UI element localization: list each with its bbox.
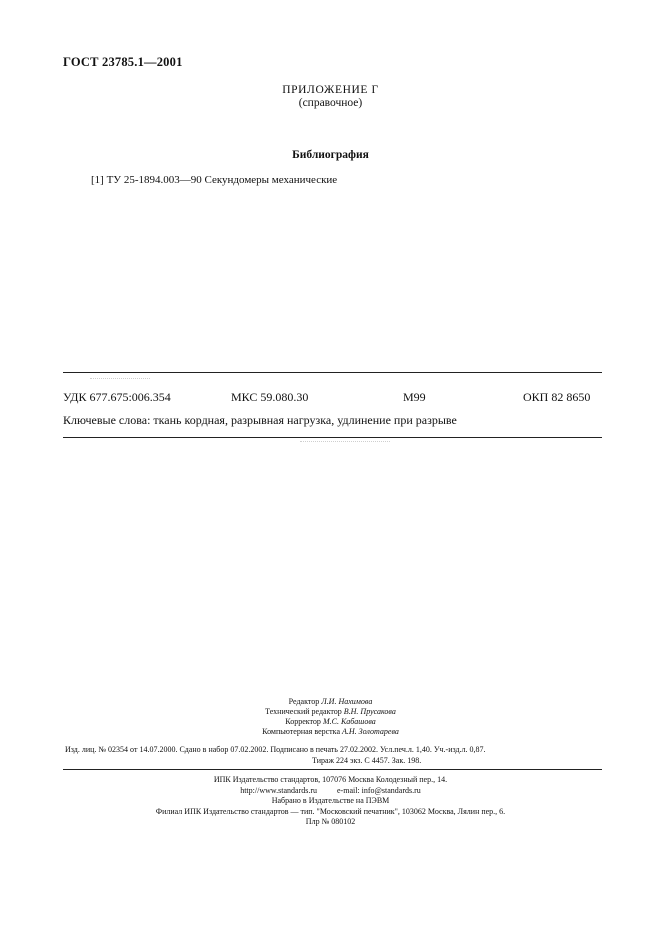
print-info-line1: Изд. лиц. № 02354 от 14.07.2000. Сдано в набор 07.02.2002. Подписано в печать 27.02.2002. Усл.печ.л. 1,40. Уч.-изд.л. 0,87. xyxy=(65,745,486,754)
top-rule xyxy=(63,372,602,373)
scan-artifact xyxy=(90,378,150,379)
keywords-line: Ключевые слова: ткань кордная, разрывная нагрузка, удлинение при разрыве xyxy=(63,413,457,427)
annex-subtitle: (справочное) xyxy=(298,97,363,109)
publisher-line: Набрано в Издательстве на ПЭВМ xyxy=(271,796,390,805)
bottom-rule xyxy=(63,437,602,438)
imprint-rule xyxy=(63,769,602,770)
bibliography-entry: [1] ТУ 25-1894.003—90 Секундомеры механические xyxy=(91,174,338,186)
staff-row-layout: Компьютерная верстка А.Н. Золотарева xyxy=(262,727,399,736)
publisher-line: Филиал ИПК Издательство стандартов — тип. "Московский печатник", 103062 Москва, Лялин пер., 6. xyxy=(155,806,506,816)
staff-credits xyxy=(0,697,661,737)
publisher-license: Плр № 080102 xyxy=(305,817,356,826)
staff-row-tech-editor: Технический редактор В.Н. Прусакова xyxy=(265,707,396,716)
scan-artifact xyxy=(300,441,390,442)
print-info xyxy=(65,745,601,766)
group-code: М99 xyxy=(403,390,426,404)
standard-code: ГОСТ 23785.1—2001 xyxy=(63,55,183,69)
mks-code: МКС 59.080.30 xyxy=(231,390,309,404)
staff-row-corrector: Корректор М.С. Кабашова xyxy=(285,717,376,726)
okp-code: ОКП 82 8650 xyxy=(523,390,591,404)
bibliography-heading: Библиография xyxy=(292,149,369,161)
publisher-contacts: http://www.standards.ru e-mail: info@standards.ru xyxy=(240,785,421,795)
annex-title: ПРИЛОЖЕНИЕ Г xyxy=(282,84,379,96)
staff-row-editor: Редактор Л.И. Нахимова xyxy=(288,697,373,706)
publisher-block xyxy=(0,775,661,828)
annex-block xyxy=(0,84,661,110)
publisher-line: ИПК Издательство стандартов, 107076 Москва Колодезный пер., 14. xyxy=(213,775,448,784)
print-info-line2: Тираж 224 экз. С 4457. Зак. 198. xyxy=(312,755,422,765)
udk-code: УДК 677.675:006.354 xyxy=(63,390,171,404)
